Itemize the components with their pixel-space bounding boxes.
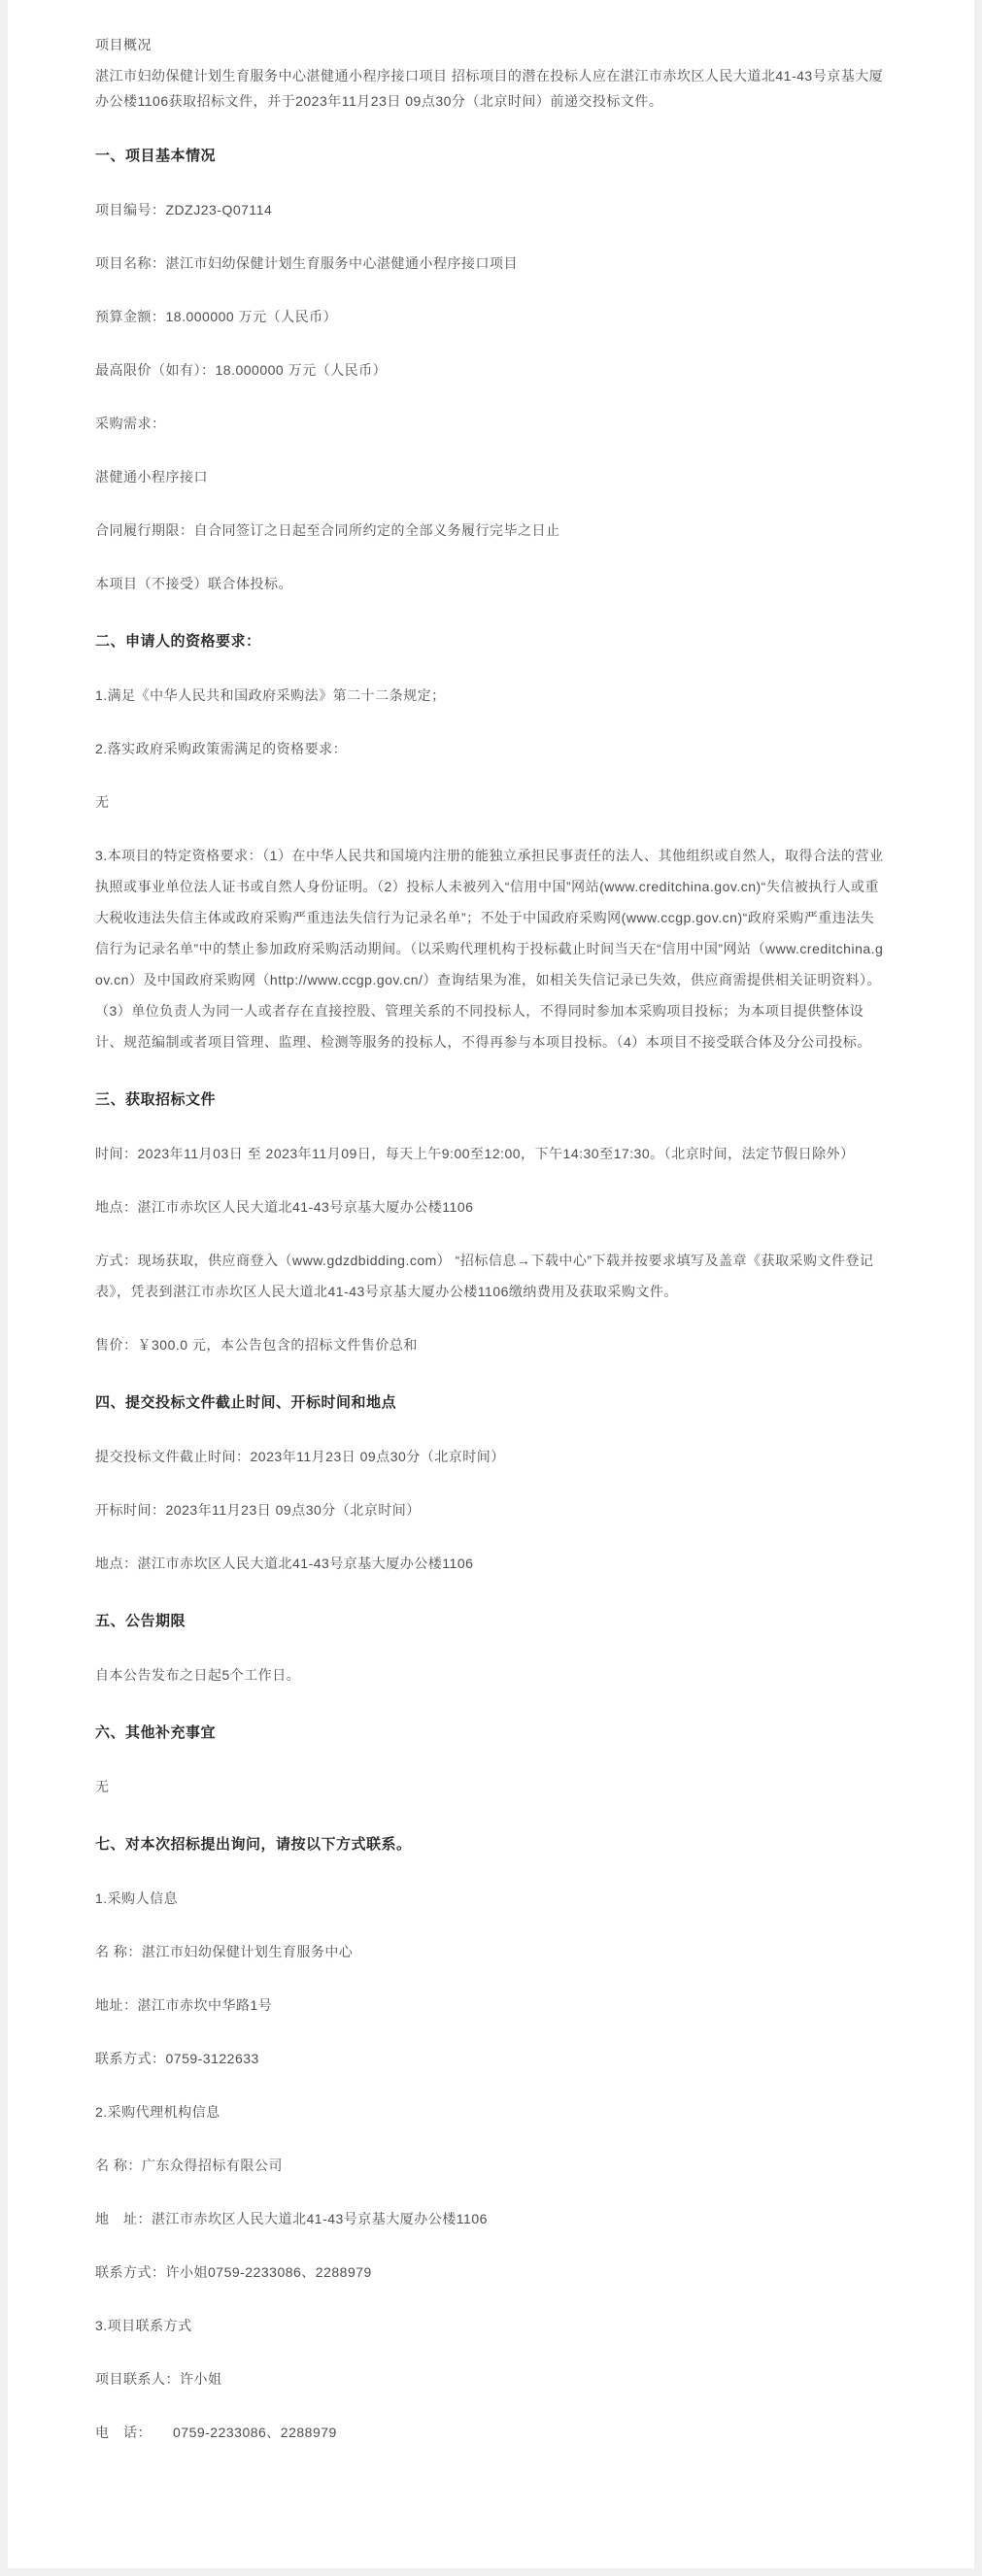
doc-paragraph: 自本公告发布之日起5个工作日。 [95, 1667, 301, 1683]
doc-paragraph: 采购需求： [95, 416, 166, 431]
doc-paragraph: 项目联系人：许小姐 [95, 2371, 222, 2387]
doc-paragraph: 1.满足《中华人民共和国政府采购法》第二十二条规定； [95, 687, 446, 703]
doc-paragraph: 2.落实政府采购政策需满足的资格要求： [95, 741, 348, 756]
overview-title: 项目概况 [95, 37, 152, 52]
doc-paragraph: 3.项目联系方式 [95, 2318, 192, 2333]
section-heading: 二、申请人的资格要求： [95, 633, 261, 650]
doc-paragraph: 地点：湛江市赤坎区人民大道北41-43号京基大厦办公楼1106 [95, 1199, 474, 1215]
section-heading: 五、公告期限 [95, 1613, 186, 1629]
doc-paragraph: 时间：2023年11月03日 至 2023年11月09日，每天上午9:00至12:00，下午14:30至17:30。（北京时间，法定节假日除外） [95, 1146, 855, 1161]
section-heading: 三、获取招标文件 [95, 1091, 217, 1108]
doc-paragraph: 湛健通小程序接口 [95, 469, 208, 485]
doc-paragraph: 3.本项目的特定资格要求：（1）在中华人民共和国境内注册的能独立承担民事责任的法人、其他组织或自然人，取得合法的营业执照或事业单位法人证书或自然人身份证明。（2）投标人未被列入“信用中国”网站(www.creditchina.gov.cn)“失信被执行人或重大税收违法失信主体或政府采购严重违法失信行为记录名单”；不处于中国政府采购网(www.ccgp.gov.cn)“政府采购严重违法失信行为记录名单”中的禁止参加政府采购活动期间。（以采购代理机构于投标截止时间当天在“信用中国”网站（www.creditchina.gov.cn）及中国政府采购网（http://www.ccgp.gov.cn/）查询结果为准，如相关失信记录已失效，供应商需提供相关证明资料）。（3）单位负责人为同一人或者存在直接控股、管理关系的不同投标人，不得同时参加本采购项目投标；为本项目提供整体设计、规范编制或者项目管理、监理、检测等服务的投标人，不得再参与本项目投标。（4）本项目不接受联合体及分公司投标。 [95, 848, 884, 1050]
doc-paragraph: 电 话： 0759-2233086、2288979 [95, 2425, 337, 2440]
section-submission-deadline-and-opening [95, 1388, 885, 1579]
section-heading: 四、提交投标文件截止时间、开标时间和地点 [95, 1394, 397, 1411]
tender-announcement-document [8, 0, 974, 2568]
section-heading: 七、对本次招标提出询问，请按以下方式联系。 [95, 1836, 412, 1853]
doc-paragraph: 项目编号：ZDZJ23-Q07114 [95, 202, 273, 217]
section-heading: 一、项目基本情况 [95, 148, 217, 164]
doc-paragraph: 无 [95, 1779, 110, 1794]
doc-paragraph: 名 称：湛江市妇幼保健计划生育服务中心 [95, 1944, 354, 1959]
doc-paragraph: 名 称：广东众得招标有限公司 [95, 2158, 283, 2173]
doc-paragraph: 联系方式：许小姐0759-2233086、2288979 [95, 2264, 372, 2280]
section-contact-information [95, 1829, 885, 2448]
section-applicant-qualifications [95, 626, 885, 1057]
section-announcement-period [95, 1606, 885, 1690]
doc-paragraph: 地 址：湛江市赤坎区人民大道北41-43号京基大厦办公楼1106 [95, 2211, 488, 2226]
section-heading: 六、其他补充事宜 [95, 1724, 217, 1741]
doc-paragraph: 联系方式：0759-3122633 [95, 2051, 259, 2066]
doc-paragraph: 最高限价（如有）：18.000000 万元（人民币） [95, 362, 388, 378]
doc-paragraph: 地点：湛江市赤坎区人民大道北41-43号京基大厦办公楼1106 [95, 1556, 474, 1571]
doc-paragraph: 开标时间：2023年11月23日 09点30分（北京时间） [95, 1502, 421, 1518]
doc-paragraph: 项目名称：湛江市妇幼保健计划生育服务中心湛健通小程序接口项目 [95, 255, 518, 271]
doc-paragraph: 提交投标文件截止时间：2023年11月23日 09点30分（北京时间） [95, 1449, 505, 1464]
section-obtain-bidding-documents [95, 1085, 885, 1360]
doc-paragraph: 本项目（不接受）联合体投标。 [95, 576, 292, 591]
section-other-supplementary-matters [95, 1718, 885, 1802]
overview-text: 湛江市妇幼保健计划生育服务中心湛健通小程序接口项目 招标项目的潜在投标人应在湛江市赤坎区人民大道北41-43号京基大厦办公楼1106获取招标文件，并于2023年11月23日 09点30分（北京时间）前递交投标文件。 [95, 68, 884, 109]
doc-paragraph: 售价：￥300.0 元，本公告包含的招标文件售价总和 [95, 1337, 418, 1353]
section-project-basic-info [95, 141, 885, 599]
doc-paragraph: 地址：湛江市赤坎中华路1号 [95, 1997, 273, 2013]
doc-paragraph: 1.采购人信息 [95, 1890, 179, 1906]
doc-paragraph: 方式：现场获取，供应商登入（www.gdzdbidding.com） “招标信息→下载中心”下载并按要求填写及盖章《获取采购文件登记表》，凭表到湛江市赤坎区人民大道北41-43号京基大厦办公楼1106缴纳费用及获取采购文件。 [95, 1253, 874, 1299]
doc-paragraph: 合同履行期限：自合同签订之日起至合同所约定的全部义务履行完毕之日止 [95, 522, 560, 538]
doc-paragraph: 无 [95, 794, 110, 810]
doc-paragraph: 2.采购代理机构信息 [95, 2104, 220, 2120]
doc-paragraph: 预算金额：18.000000 万元（人民币） [95, 309, 338, 324]
